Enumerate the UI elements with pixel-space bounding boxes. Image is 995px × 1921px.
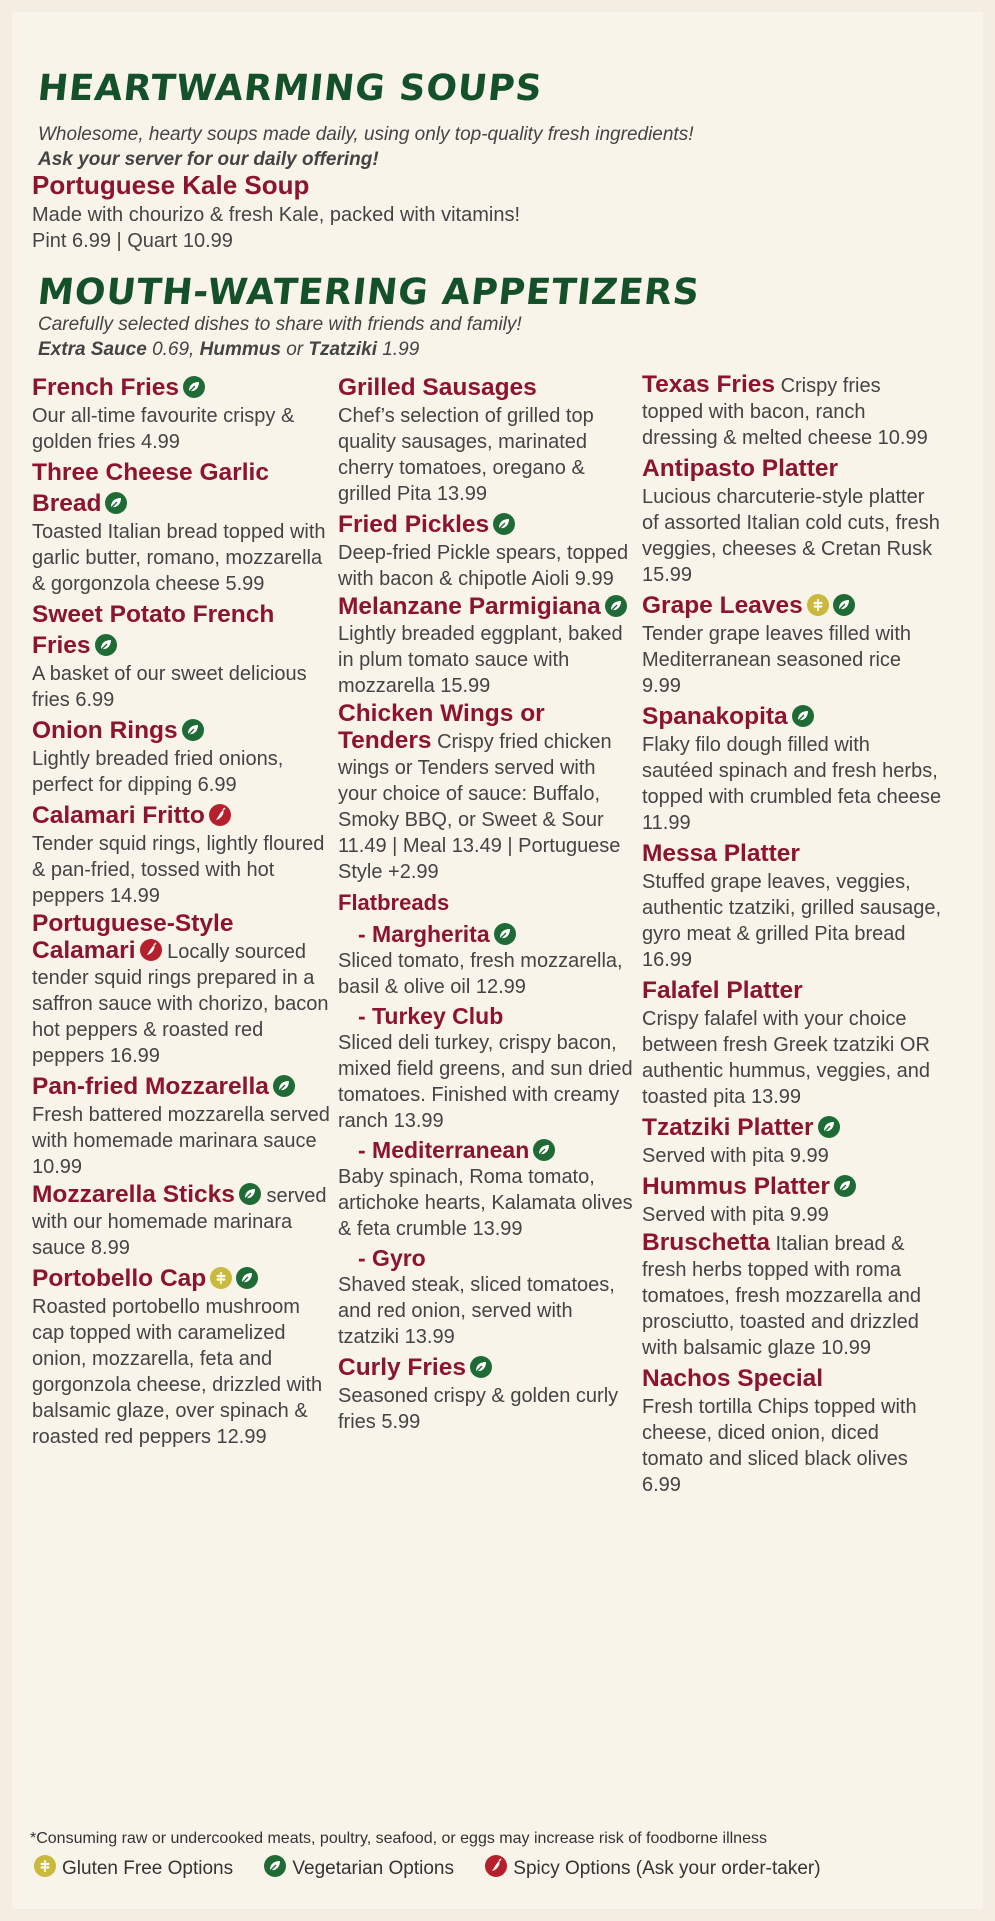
wheat-icon (34, 1855, 56, 1877)
menu-item-heading (642, 1363, 942, 1394)
legend-gluten-free: Gluten Free Options (62, 1858, 234, 1879)
menu-item-text (32, 911, 332, 1069)
menu-item-heading (338, 509, 638, 540)
legend-vegetarian: Vegetarian Options (292, 1858, 454, 1879)
menu-item-name: Onion Rings (32, 717, 178, 744)
menu-item-heading (338, 372, 638, 403)
foodborne-footnote: *Consuming raw or undercooked meats, poultry, seafood, or eggs may increase risk of foodborne illness (30, 1830, 767, 1847)
menu-item-heading (642, 453, 942, 484)
appetizers-extras (38, 337, 522, 362)
menu-item-desc: Our all-time favourite crispy & golden fries 4.99 (32, 405, 295, 453)
menu-item-name: Melanzane Parmigiana (338, 593, 601, 620)
menu-item-heading (32, 715, 332, 746)
menu-item-name: Three Cheese Garlic Bread (32, 459, 269, 517)
soup-item-name: Portuguese Kale Soup (32, 170, 310, 200)
tzatziki-price: 1.99 (377, 339, 420, 360)
chili-pepper-icon (485, 1855, 507, 1877)
wheat-icon (210, 1267, 232, 1289)
wheat-icon (807, 594, 829, 616)
menu-item-name: - Gyro (358, 1245, 426, 1271)
chili-pepper-icon (140, 939, 162, 961)
menu-item-text (338, 594, 638, 699)
chili-pepper-icon (209, 804, 231, 826)
leaf-icon (264, 1855, 286, 1877)
menu-item-heading (642, 701, 942, 732)
menu-item (32, 1071, 332, 1180)
menu-item-text (642, 372, 942, 451)
menu-item-name: - Turkey Club (358, 1003, 504, 1029)
leaf-icon (273, 1075, 295, 1097)
menu-item-desc: Stuffed grape leaves, veggies, authentic tzatziki, grilled sausage, gyro meat & grilled Pita bread 16.99 (642, 871, 942, 971)
menu-item-desc: Lightly breaded eggplant, baked in plum tomato sauce with mozzarella 15.99 (338, 623, 623, 697)
icon-legend (30, 1855, 843, 1880)
menu-item-desc: Seasoned crispy & golden curly fries 5.99 (338, 1385, 619, 1433)
menu-column-1 (32, 372, 332, 1452)
menu-item (338, 1136, 638, 1242)
menu-item-desc: A basket of our sweet delicious fries 6.99 (32, 663, 307, 711)
menu-item-desc: Lightly breaded fried onions, perfect for dipping 6.99 (32, 748, 284, 796)
menu-item-name: Portuguese-Style Calamari (32, 910, 234, 964)
menu-item-heading (642, 838, 942, 869)
menu-item (32, 1263, 332, 1450)
appetizers-intro-line1: Carefully selected dishes to share with friends and family! (38, 314, 522, 335)
menu-item (338, 372, 638, 507)
soup-item-price: Pint 6.99 | Quart 10.99 (32, 230, 233, 252)
extra-sauce-label: Extra Sauce (38, 339, 147, 360)
leaf-icon (239, 1183, 261, 1205)
appetizers-heading: MOUTH-WATERING APPETIZERS (35, 272, 702, 313)
menu-item-heading (32, 1263, 332, 1294)
menu-item (642, 1112, 942, 1169)
menu-item-text (642, 1230, 942, 1361)
menu-item-desc: Baby spinach, Roma tomato, artichoke hearts, Kalamata olives & feta crumble 13.99 (338, 1166, 633, 1240)
menu-item-heading (338, 1136, 638, 1164)
menu-column-3 (642, 372, 942, 1500)
menu-item (338, 1244, 638, 1350)
leaf-icon (105, 492, 127, 514)
menu-item-heading (32, 1071, 332, 1102)
menu-item (338, 887, 638, 918)
soup-item-desc-block (32, 202, 520, 254)
menu-item-name: Nachos Special (642, 1365, 824, 1392)
menu-item-heading (642, 1112, 942, 1143)
legend-spicy: Spicy Options (Ask your order-taker) (513, 1858, 821, 1879)
menu-item-heading (642, 1171, 942, 1202)
menu-item (642, 975, 942, 1110)
tzatziki-label: Tzatziki (308, 339, 377, 360)
menu-item (338, 509, 638, 592)
menu-item-desc: served with our homemade marinara sauce 8.99 (32, 1185, 327, 1259)
menu-item (338, 1352, 638, 1435)
menu-item-name: Calamari Fritto (32, 802, 205, 829)
menu-item-name: Tzatziki Platter (642, 1114, 814, 1141)
menu-item-name: Messa Platter (642, 840, 800, 867)
menu-item-heading (642, 975, 942, 1006)
menu-item-name: Grape Leaves (642, 592, 803, 619)
menu-item-text (32, 1182, 332, 1261)
menu-item-heading (32, 372, 332, 403)
menu-item (642, 453, 942, 588)
menu-item-desc: Crispy falafel with your choice between fresh Greek tzatziki OR authentic hummus, veggies, and toasted pita 13.99 (642, 1008, 930, 1108)
menu-item-desc: Sliced tomato, fresh mozzarella, basil & olive oil 12.99 (338, 950, 623, 998)
menu-item-name: Pan-fried Mozzarella (32, 1073, 269, 1100)
menu-item-desc: Italian bread & fresh herbs topped with roma tomatoes, fresh mozzarella and prosciutto, toasted and drizzled with balsamic glaze 10.99 (642, 1233, 922, 1359)
menu-item-heading (338, 1002, 638, 1030)
menu-item-name: Hummus Platter (642, 1173, 830, 1200)
menu-item (642, 838, 942, 973)
menu-item-heading (642, 590, 942, 621)
menu-item-desc: Toasted Italian bread topped with garlic butter, romano, mozzarella & gorgonzola cheese 5.99 (32, 521, 326, 595)
menu-item-heading (32, 457, 332, 519)
leaf-icon (818, 1116, 840, 1138)
menu-item-heading (338, 1352, 638, 1383)
menu-item-name: Mozzarella Sticks (32, 1181, 235, 1208)
menu-item-name: Antipasto Platter (642, 455, 839, 482)
menu-item-desc: Deep-fried Pickle spears, topped with bacon & chipotle Aioli 9.99 (338, 542, 629, 590)
leaf-icon (605, 595, 627, 617)
or-label: or (280, 339, 309, 360)
menu-item (642, 701, 942, 836)
leaf-icon (236, 1267, 258, 1289)
menu-item-desc: Crispy fries topped with bacon, ranch dressing & melted cheese 10.99 (642, 375, 928, 449)
menu-item-name: - Margherita (358, 921, 490, 947)
menu-item-desc: Tender squid rings, lightly floured & pan-fried, tossed with hot peppers 14.99 (32, 833, 325, 907)
menu-item-name: Curly Fries (338, 1354, 466, 1381)
menu-item (642, 1363, 942, 1498)
menu-item (338, 594, 638, 699)
leaf-icon (834, 1175, 856, 1197)
menu-item-name: Falafel Platter (642, 977, 803, 1004)
menu-item-desc: Tender grape leaves filled with Mediterranean seasoned rice 9.99 (642, 623, 912, 697)
menu-item-desc: Chef’s selection of grilled top quality sausages, marinated cherry tomatoes, oregano & grilled Pita 13.99 (338, 405, 594, 505)
menu-item-desc: Fresh tortilla Chips topped with cheese, diced onion, diced tomato and sliced black olives 6.99 (642, 1396, 917, 1496)
menu-item-heading (32, 599, 332, 661)
soup-item-desc: Made with chourizo & fresh Kale, packed with vitamins! (32, 204, 520, 226)
menu-item-name: Fried Pickles (338, 511, 490, 538)
menu-item-name: Bruschetta (642, 1229, 770, 1256)
leaf-icon (792, 705, 814, 727)
leaf-icon (493, 513, 515, 535)
menu-item (642, 1230, 942, 1361)
menu-item-heading (338, 1244, 638, 1272)
menu-item-name: French Fries (32, 374, 180, 401)
leaf-icon (95, 634, 117, 656)
menu-item-name: - Mediterranean (358, 1137, 530, 1163)
menu-item-name: Grilled Sausages (338, 374, 537, 401)
menu-item-name: Sweet Potato French Fries (32, 601, 275, 659)
soups-heading: HEARTWARMING SOUPS (35, 68, 545, 109)
leaf-icon (833, 594, 855, 616)
menu-item (338, 920, 638, 1000)
menu-item-desc: Shaved steak, sliced tomatoes, and red onion, served with tzatziki 13.99 (338, 1274, 615, 1348)
menu-item (642, 590, 942, 699)
leaf-icon (494, 923, 516, 945)
menu-item-name: Portobello Cap (32, 1265, 207, 1292)
menu-item-desc: Served with pita 9.99 (642, 1204, 829, 1226)
menu-item-desc: Fresh battered mozzarella served with homemade marinara sauce 10.99 (32, 1104, 330, 1178)
menu-item-desc: Lucious charcuterie-style platter of assorted Italian cold cuts, fresh veggies, cheeses & Cretan Rusk 15.99 (642, 486, 940, 586)
menu-item (642, 372, 942, 451)
menu-item-heading (338, 887, 638, 918)
soups-intro-line1: Wholesome, hearty soups made daily, using only top-quality fresh ingredients! (38, 124, 694, 145)
menu-item-heading (32, 800, 332, 831)
leaf-icon (533, 1139, 555, 1161)
soups-intro-line2: Ask your server for our daily offering! (38, 149, 379, 170)
menu-item (32, 457, 332, 597)
menu-item (642, 1171, 942, 1228)
menu-item-name: Texas Fries (642, 371, 776, 398)
menu-item (32, 911, 332, 1069)
menu-item (32, 599, 332, 713)
menu-item (32, 715, 332, 798)
appetizers-intro (38, 312, 522, 362)
menu-item-name: Spanakopita (642, 703, 788, 730)
menu-item-text (338, 701, 638, 885)
menu-item (338, 701, 638, 885)
menu-item (32, 372, 332, 455)
menu-item-desc: Flaky filo dough filled with sautéed spinach and fresh herbs, topped with crumbled feta cheese 11.99 (642, 734, 942, 834)
menu-item-name: Chicken Wings or Tenders (338, 700, 545, 754)
menu-item-name: Flatbreads (338, 890, 450, 915)
menu-item-desc: Roasted portobello mushroom cap topped with caramelized onion, mozzarella, feta and gorgonzola cheese, drizzled with balsamic glaze, over spinach & roasted red peppers 12.99 (32, 1296, 323, 1448)
menu-item-desc: Locally sourced tender squid rings prepared in a saffron sauce with chorizo, bacon hot peppers & roasted red peppers 16.99 (32, 941, 329, 1067)
menu-item (32, 800, 332, 909)
leaf-icon (182, 719, 204, 741)
leaf-icon (470, 1356, 492, 1378)
menu-item-desc: Sliced deli turkey, crispy bacon, mixed field greens, and sun dried tomatoes. Finished with creamy ranch 13.99 (338, 1032, 633, 1132)
leaf-icon (183, 376, 205, 398)
menu-item-desc: Crispy fried chicken wings or Tenders served with your choice of sauce: Buffalo, Smoky BBQ, or Sweet & Sour 11.49 | Meal 13.49 | Portuguese Style +2.99 (338, 731, 621, 883)
menu-column-2 (338, 372, 638, 1437)
soups-intro (38, 122, 694, 172)
hummus-label: Hummus (199, 339, 281, 360)
extra-sauce-price: 0.69, (146, 339, 200, 360)
menu-item (32, 1182, 332, 1261)
menu-item (338, 1002, 638, 1134)
menu-item-desc: Served with pita 9.99 (642, 1145, 829, 1167)
menu-item-heading (338, 920, 638, 948)
